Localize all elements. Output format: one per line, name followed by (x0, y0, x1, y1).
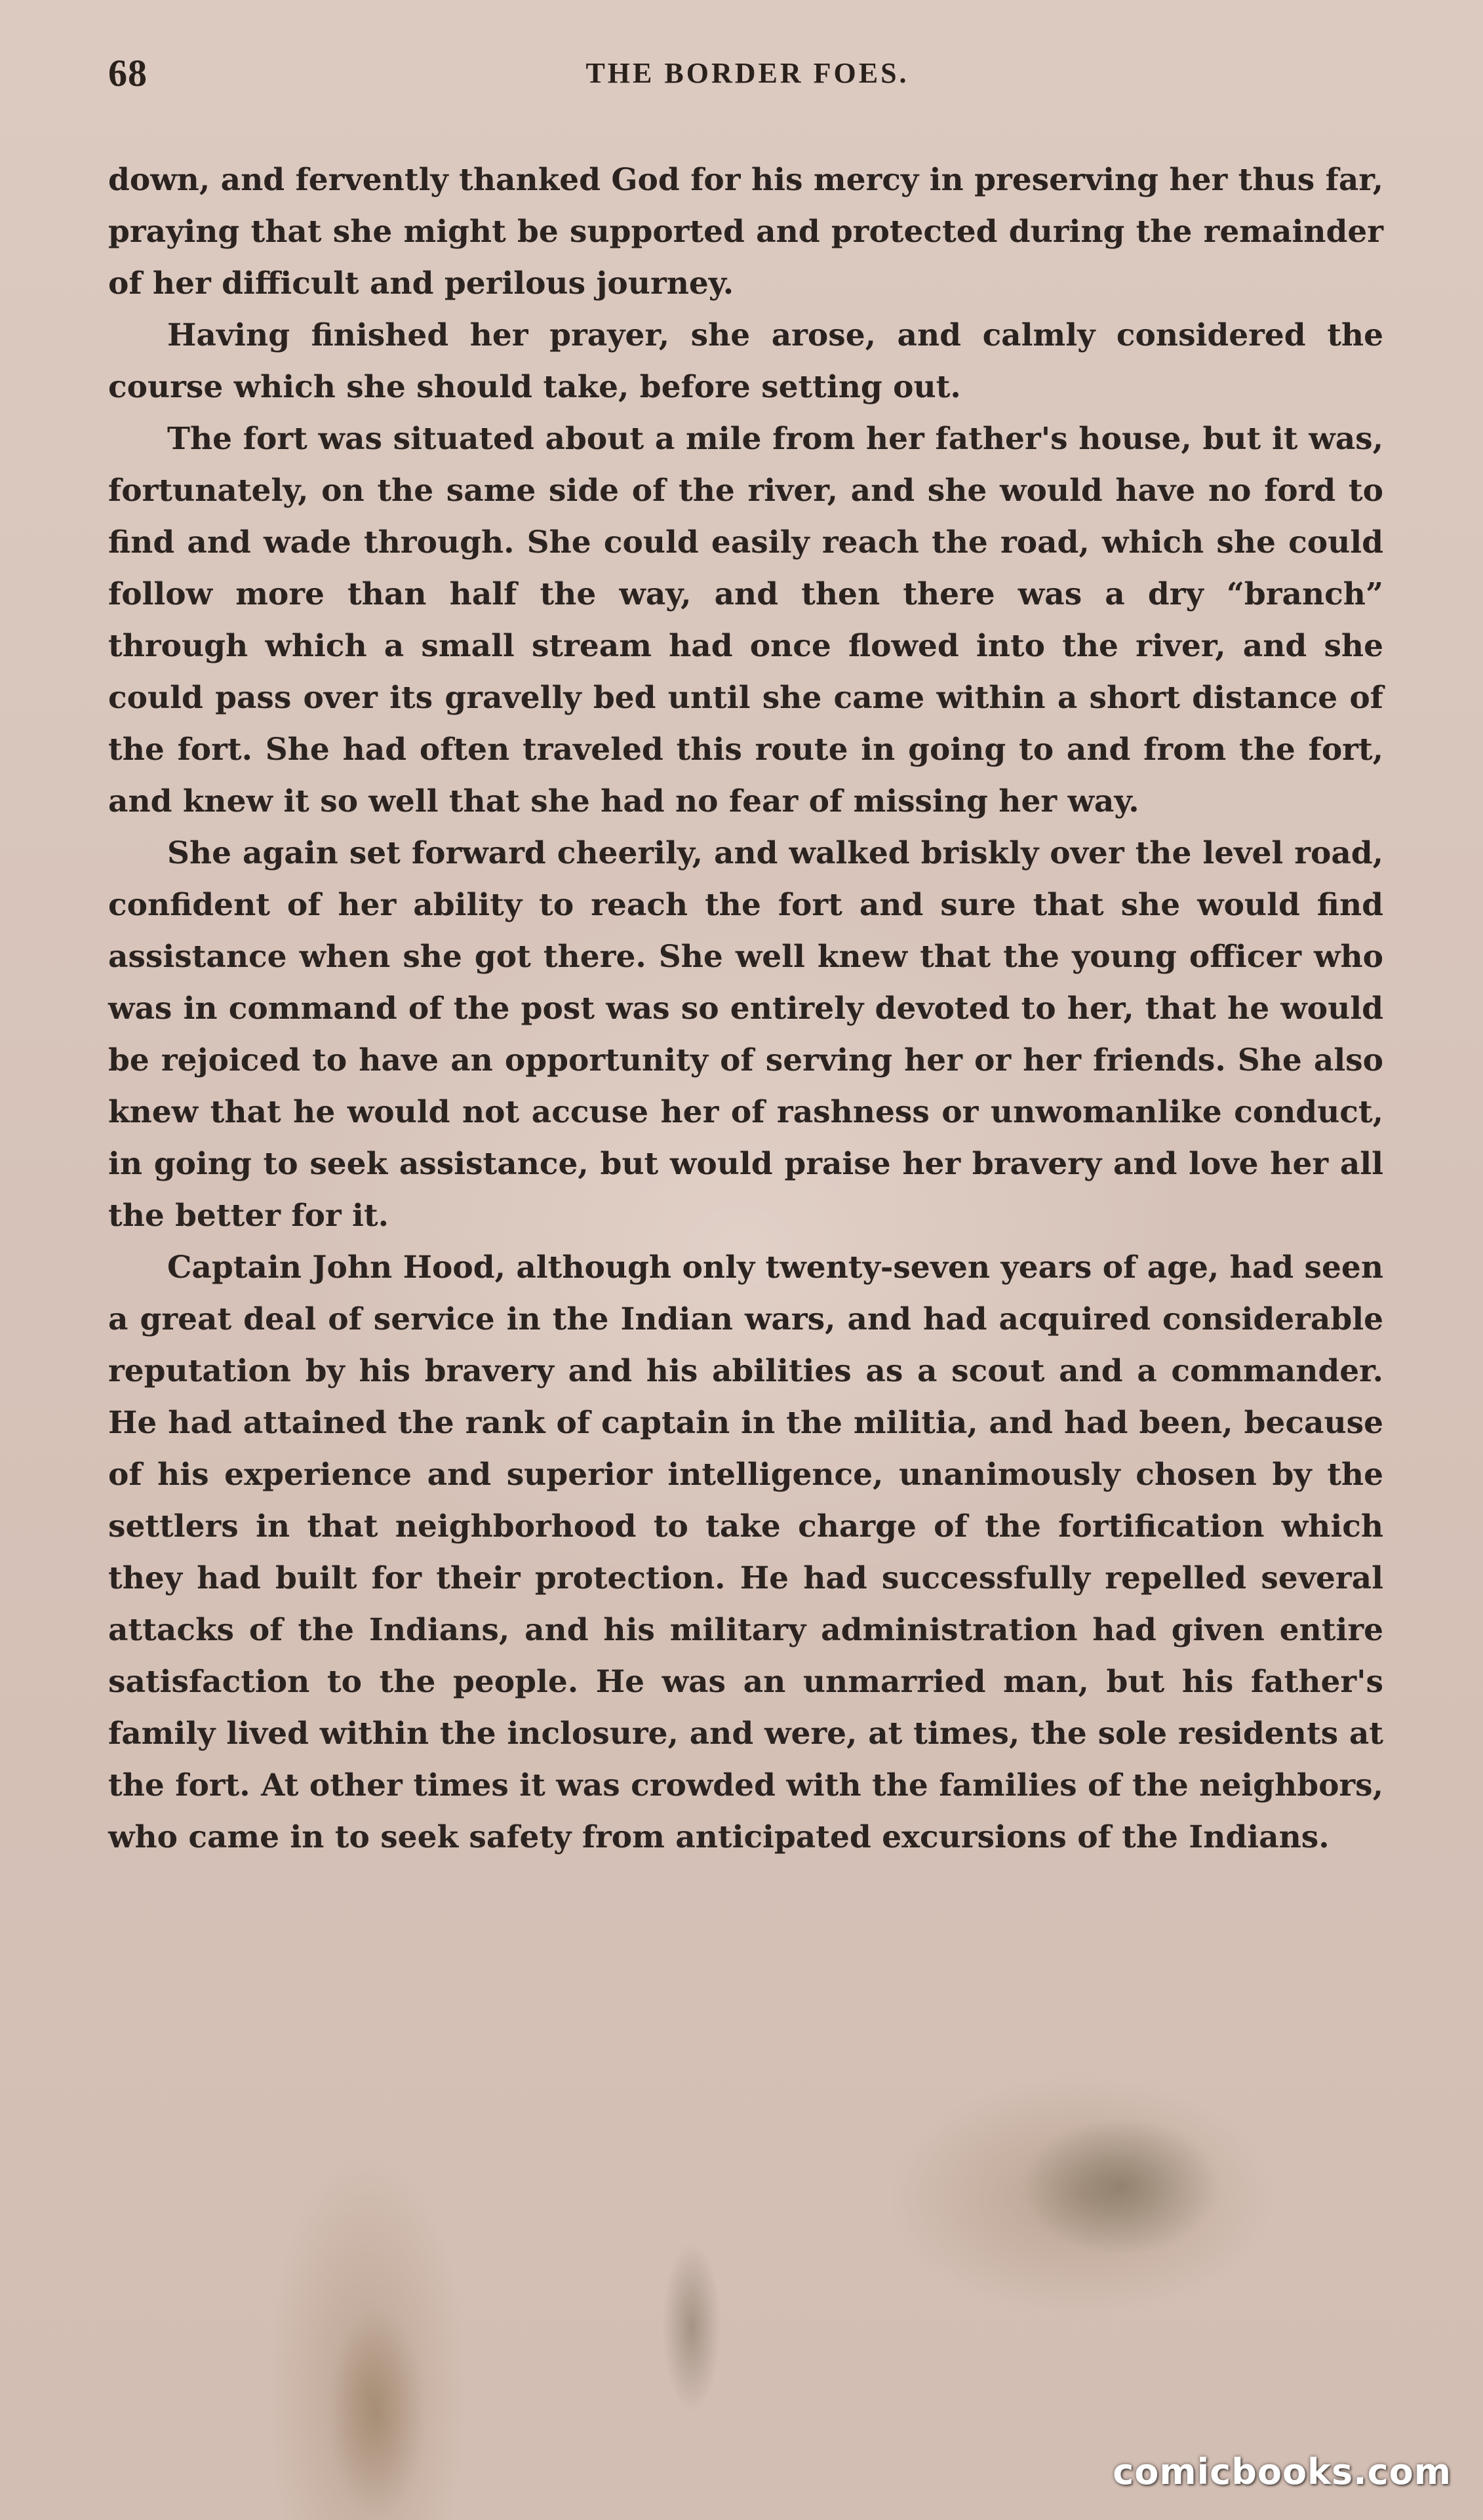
paragraph: Captain John Hood, although only twenty-seven years of age, had seen a great deal of service in the Indian wars, and had acquired considerable reputation by his bravery and his abilities as a scout and a commander. He had attained the rank of captain in the militia, and had been, because of his experience and superior intelligence, unanimously chosen by the settlers in that neighborhood to take charge of the fortification which they had built for their protection. He had successfully repelled several attacks of the Indians, and his military administration had given entire satisfaction to the people. He was an unmarried man, but his father's family lived within the inclosure, and were, at times, the sole residents at the fort. At other times it was crowded with the families of the neighbors, who came in to seek safety from anticipated excursions of the Indians. (108, 1250, 1383, 1855)
running-head (108, 51, 1387, 104)
paragraph: Having finished her prayer, she arose, and calmly considered the course which she should take, before setting out. (108, 317, 1383, 405)
paragraph: She again set forward cheerily, and walked briskly over the level road, confident of her ability to reach the fort and sure that she would find assistance when she got there. She well knew that the young officer who was in command of the post was so entirely devoted to her, that he would be rejoiced to have an opportunity of serving her or her friends. She also knew that he would not accuse her of rashness or unwomanlike conduct, in going to seek assistance, but would praise her bravery and love her all the better for it. (108, 835, 1383, 1234)
watermark: comicbooks.com (1113, 2451, 1452, 2492)
water-stain (1023, 2117, 1219, 2255)
paragraph: The fort was situated about a mile from her father's house, but it was, fortunately, on the same side of the river, and she would have no ford to find and wade through. She could easily reach the road, which she could follow more than half the way, and then there was a dry “branch” through which a small stream had once flowed into the river, and she could pass over its gravelly bed until she came within a short distance of the fort. She had often traveled this route in going to and from the fort, and knew it so well that she had no fear of missing her way. (108, 421, 1383, 819)
water-stain (662, 2242, 721, 2412)
body-text (108, 154, 1383, 1863)
running-title: THE BORDER FOES. (585, 57, 909, 89)
page-number: 68 (108, 52, 148, 94)
water-stain (328, 2308, 426, 2517)
paragraph: down, and fervently thanked God for his mercy in preserving her thus far, praying that she might be supported and protected during the remainder of her difficult and perilous journey. (108, 162, 1383, 302)
